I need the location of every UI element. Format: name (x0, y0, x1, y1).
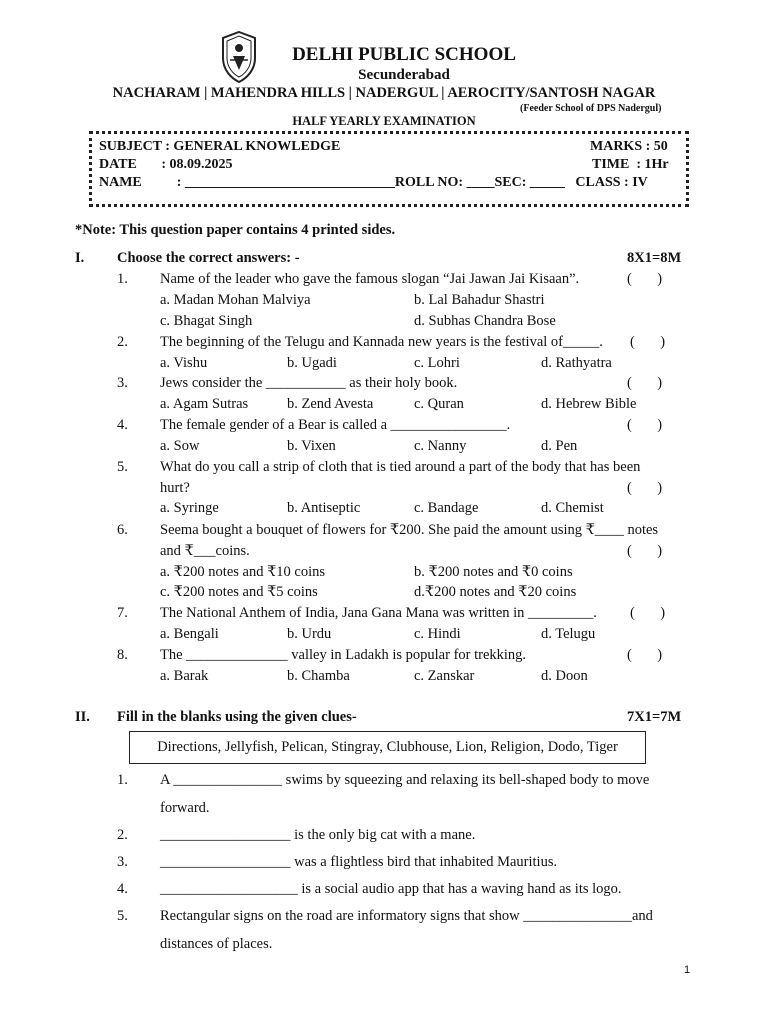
answer-bracket: ( ) (627, 417, 663, 433)
option-b: b. Ugadi (287, 355, 337, 371)
date-label: DATE : 08.09.2025 (99, 157, 233, 172)
question-text: ___________________ is a social audio app that has a waving hand as its logo. (160, 881, 622, 897)
answer-bracket: ( ) (630, 334, 666, 350)
option-b: b. ₹200 notes and ₹0 coins (414, 564, 573, 580)
question-text: The National Anthem of India, Jana Gana Mana was written in _________. (160, 605, 597, 621)
option-d: d. Subhas Chandra Bose (414, 313, 556, 329)
school-branches: NACHARAM | MAHENDRA HILLS | NADERGUL | AEROCITY/SANTOSH NAGAR (112, 85, 656, 101)
option-c: c. Bandage (414, 500, 479, 516)
school-city: Secunderabad (358, 67, 450, 83)
question-text-continued: hurt? (160, 480, 190, 496)
feeder-note: (Feeder School of DPS Nadergul) (520, 103, 662, 114)
option-b: b. Zend Avesta (287, 396, 374, 412)
option-a: a. Syringe (160, 500, 219, 516)
option-c: c. Lohri (414, 355, 460, 371)
question-text: Name of the leader who gave the famous slogan “Jai Jawan Jai Kisaan”. (160, 271, 580, 287)
question-text: The ______________ valley in Ladakh is popular for trekking. (160, 647, 527, 663)
question-number: 3. (117, 854, 128, 870)
question-text: Rectangular signs on the road are informatory signs that show _______________and (160, 908, 653, 924)
question-number: 4. (117, 417, 128, 433)
question-number: 2. (117, 827, 128, 843)
school-name: DELHI PUBLIC SCHOOL (292, 44, 516, 65)
question-text: Seema bought a bouquet of flowers for ₹200. She paid the amount using ₹____ notes (160, 522, 659, 538)
option-b: b. Antiseptic (287, 500, 361, 516)
option-b: b. Urdu (287, 626, 332, 642)
question-text: __________________ was a flightless bird that inhabited Mauritius. (160, 854, 558, 870)
answer-bracket: ( ) (627, 647, 663, 663)
option-c: c. Quran (414, 396, 464, 412)
question-text: The beginning of the Telugu and Kannada new years is the festival of_____. (160, 334, 603, 350)
clue-word-box: Directions, Jellyfish, Pelican, Stingray, Clubhouse, Lion, Religion, Dodo, Tiger (129, 731, 646, 764)
answer-bracket: ( ) (627, 271, 663, 287)
option-a: a. Bengali (160, 626, 219, 642)
subject-label: SUBJECT : GENERAL KNOWLEDGE (99, 139, 341, 154)
option-a: a. Barak (160, 668, 209, 684)
option-c: c. ₹200 notes and ₹5 coins (160, 584, 318, 600)
question-number: 3. (117, 375, 128, 391)
option-d: d.₹200 notes and ₹20 coins (414, 584, 577, 600)
section-1-marks: 8X1=8M (627, 250, 682, 266)
option-c: c. Nanny (414, 438, 467, 454)
option-d: d. Hebrew Bible (541, 396, 637, 412)
option-b: b. Chamba (287, 668, 350, 684)
question-number: 1. (117, 271, 128, 287)
name-rollno-line: NAME : ______________________________ROLL NO: ____SEC: _____ CLASS : IV (99, 175, 648, 190)
option-b: b. Lal Bahadur Shastri (414, 292, 545, 308)
question-number: 7. (117, 605, 128, 621)
answer-bracket: ( ) (627, 543, 663, 559)
section-2-number: II. (75, 709, 90, 725)
option-a: a. Agam Sutras (160, 396, 249, 412)
answer-bracket: ( ) (627, 480, 663, 496)
option-d: d. Chemist (541, 500, 604, 516)
question-number: 8. (117, 647, 128, 663)
question-text: What do you call a strip of cloth that is tied around a part of the body that has been (160, 459, 641, 475)
section-2-marks: 7X1=7M (627, 709, 682, 725)
option-a: a. Vishu (160, 355, 208, 371)
option-d: d. Pen (541, 438, 578, 454)
option-a: a. ₹200 notes and ₹10 coins (160, 564, 326, 580)
option-a: a. Madan Mohan Malviya (160, 292, 311, 308)
option-a: a. Sow (160, 438, 200, 454)
question-text: The female gender of a Bear is called a ________________. (160, 417, 511, 433)
marks-label: MARKS : 50 (590, 139, 668, 154)
question-number: 4. (117, 881, 128, 897)
time-label: TIME : 1Hr (592, 157, 669, 172)
question-number: 2. (117, 334, 128, 350)
section-2-title: Fill in the blanks using the given clues- (117, 709, 357, 725)
option-d: d. Telugu (541, 626, 596, 642)
exam-title: HALF YEARLY EXAMINATION (292, 114, 476, 128)
note-printed-sides: *Note: This question paper contains 4 printed sides. (75, 222, 396, 238)
question-text-continued: forward. (160, 800, 210, 816)
question-number: 6. (117, 522, 128, 538)
question-number: 5. (117, 459, 128, 475)
question-text-continued: and ₹___coins. (160, 543, 250, 559)
question-text: Jews consider the ___________ as their holy book. (160, 375, 458, 391)
question-text-continued: distances of places. (160, 936, 273, 952)
page-number: 1 (684, 964, 691, 976)
question-number: 5. (117, 908, 128, 924)
option-c: c. Hindi (414, 626, 461, 642)
option-c: c. Zanskar (414, 668, 475, 684)
section-1-title: Choose the correct answers: - (117, 250, 300, 266)
question-text: __________________ is the only big cat with a mane. (160, 827, 476, 843)
option-c: c. Bhagat Singh (160, 313, 253, 329)
question-text: A _______________ swims by squeezing and relaxing its bell-shaped body to move (160, 772, 650, 788)
option-b: b. Vixen (287, 438, 336, 454)
option-d: d. Doon (541, 668, 588, 684)
answer-bracket: ( ) (630, 605, 666, 621)
option-d: d. Rathyatra (541, 355, 612, 371)
section-1-number: I. (75, 250, 85, 266)
answer-bracket: ( ) (627, 375, 663, 391)
question-number: 1. (117, 772, 128, 788)
